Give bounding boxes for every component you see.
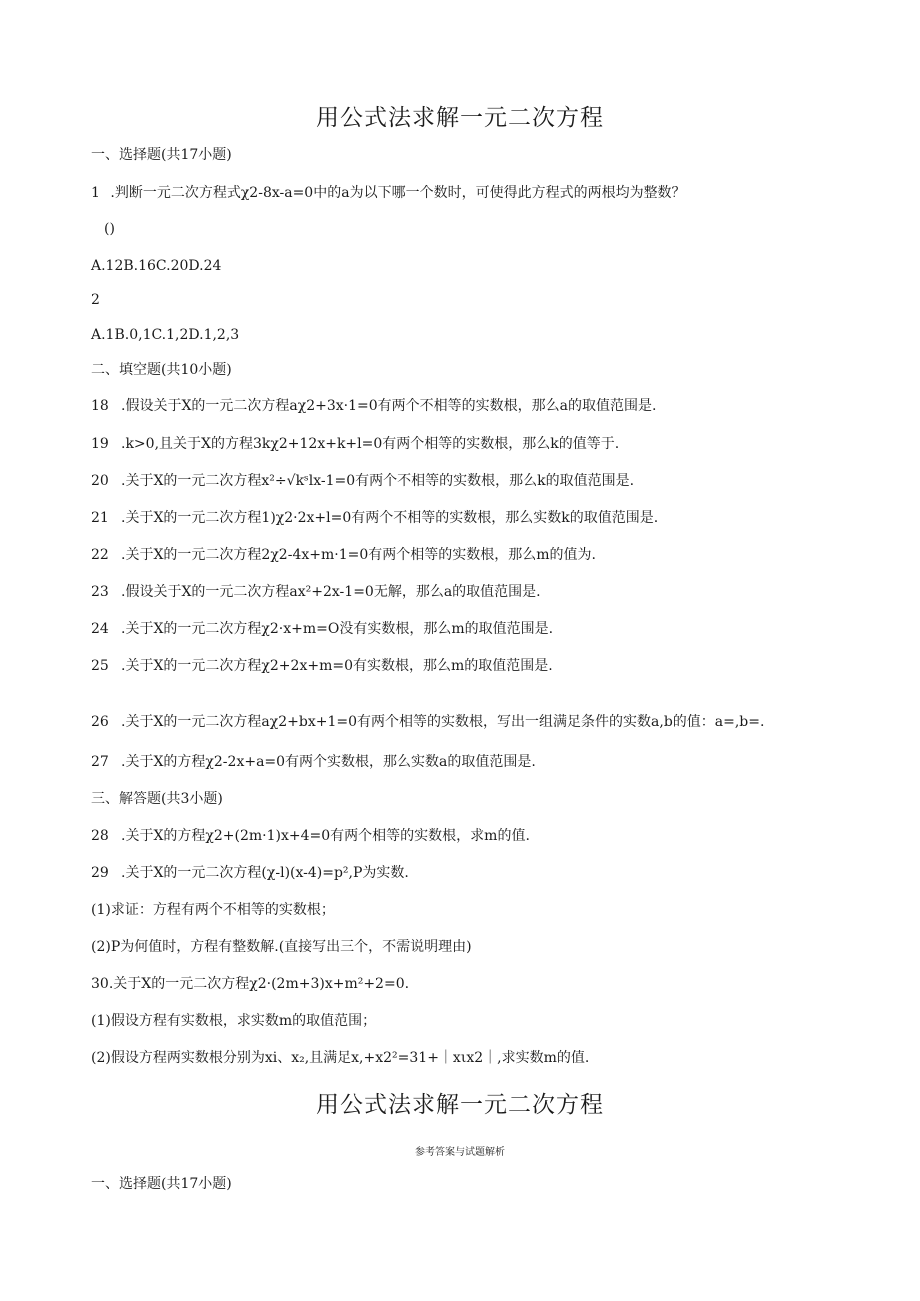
section-heading-solve: 三、解答题(共3小题) [91,791,223,807]
question-1-options: A.12B.16C.20D.24 [91,258,222,274]
question-1-paren: () [104,221,115,237]
question-29-part-2: (2)P为何值时，方程有整数解.(直接写出三个，不需说明理由) [91,939,472,955]
question-text: .关于X的一元二次方程χ2+2x+m=0有实数根，那么m的取值范围是. [121,658,553,674]
fill-question [91,753,891,771]
question-number: 29 [91,865,109,881]
fill-question [91,472,891,490]
fill-question [91,435,891,453]
section-heading-choice: 一、选择题(共17小题) [91,147,232,163]
fill-question [91,713,891,731]
question-30: 30.关于X的一元二次方程χ2·(2m+3)x+m²+2=0. [91,976,410,992]
question-text: .关于X的一元二次方程x²÷√kˢlx-1=0有两个不相等的实数根，那么k的取值范围是. [121,473,635,489]
fill-question [91,620,891,638]
question-text: .关于X的一元二次方程χ2·x+m=O没有实数根，那么m的取值范围是. [121,621,554,637]
section-heading-fill: 二、填空题(共10小题) [91,362,232,378]
question-number: 20 [91,473,109,489]
question-text: .关于X的一元二次方程aχ2+bx+1=0有两个相等的实数根，写出一组满足条件的实数a,b的值：a=,b=. [121,714,765,730]
question-text: .假设关于X的一元二次方程ax²+2x-1=0无解，那么a的取值范围是. [121,584,541,600]
question-number: 27 [91,754,109,770]
question-text: .关于X的一元二次方程1)χ2·2x+l=0有两个不相等的实数根，那么实数k的取值范围是. [121,510,659,526]
question-1 [91,184,891,202]
answer-subtitle: 参考答案与试题解析 [415,1147,505,1158]
question-number: 23 [91,584,109,600]
page-title: 用公式法求解一元二次方程 [316,105,604,131]
question-30-part-2: (2)假设方程两实数根分别为xi、x₂,且满足x,+x2²=31+｜xιx2｜,求实数m的值. [91,1050,590,1066]
question-number: 19 [91,436,109,452]
question-29-part-1: (1)求证：方程有两个不相等的实数根； [91,902,335,918]
answer-section-heading-choice: 一、选择题(共17小题) [91,1176,232,1192]
question-30-part-1: (1)假设方程有实数根，求实数m的取值范围； [91,1013,377,1029]
question-2-options: A.1B.0,1C.1,2D.1,2,3 [91,327,240,343]
fill-question [91,583,891,601]
question-28 [91,827,891,845]
question-number: 25 [91,658,109,674]
question-number: 26 [91,714,109,730]
question-number: 22 [91,547,109,563]
question-2-number: 2 [91,292,100,308]
fill-question [91,397,891,415]
question-text: .关于X的一元二次方程(χ-l)(x-4)=p²,P为实数. [121,865,409,881]
question-text: .判断一元二次方程式χ2-8x-a=0中的a为以下哪一个数时，可使得此方程式的两根均为整数？ [110,185,686,201]
question-text: .k>0,且关于X的方程3kχ2+12x+k+l=0有两个相等的实数根，那么k的值等于. [121,436,620,452]
question-text: .关于X的方程χ2-2x+a=0有两个实数根，那么实数a的取值范围是. [121,754,536,770]
question-number: 18 [91,398,109,414]
fill-question [91,657,891,675]
answer-section-title: 用公式法求解一元二次方程 [316,1092,604,1118]
question-text: .假设关于X的一元二次方程aχ2+3x·1=0有两个不相等的实数根，那么a的取值范围是. [121,398,657,414]
fill-question [91,509,891,527]
question-text: .关于X的一元二次方程2χ2-4x+m·1=0有两个相等的实数根，那么m的值为. [121,547,596,563]
question-number: 28 [91,828,109,844]
question-text: .关于X的方程χ2+(2m·1)x+4=0有两个相等的实数根，求m的值. [121,828,530,844]
question-number: 21 [91,510,109,526]
question-29 [91,864,891,882]
fill-question [91,546,891,564]
question-number: 1 [91,185,100,201]
question-number: 24 [91,621,109,637]
